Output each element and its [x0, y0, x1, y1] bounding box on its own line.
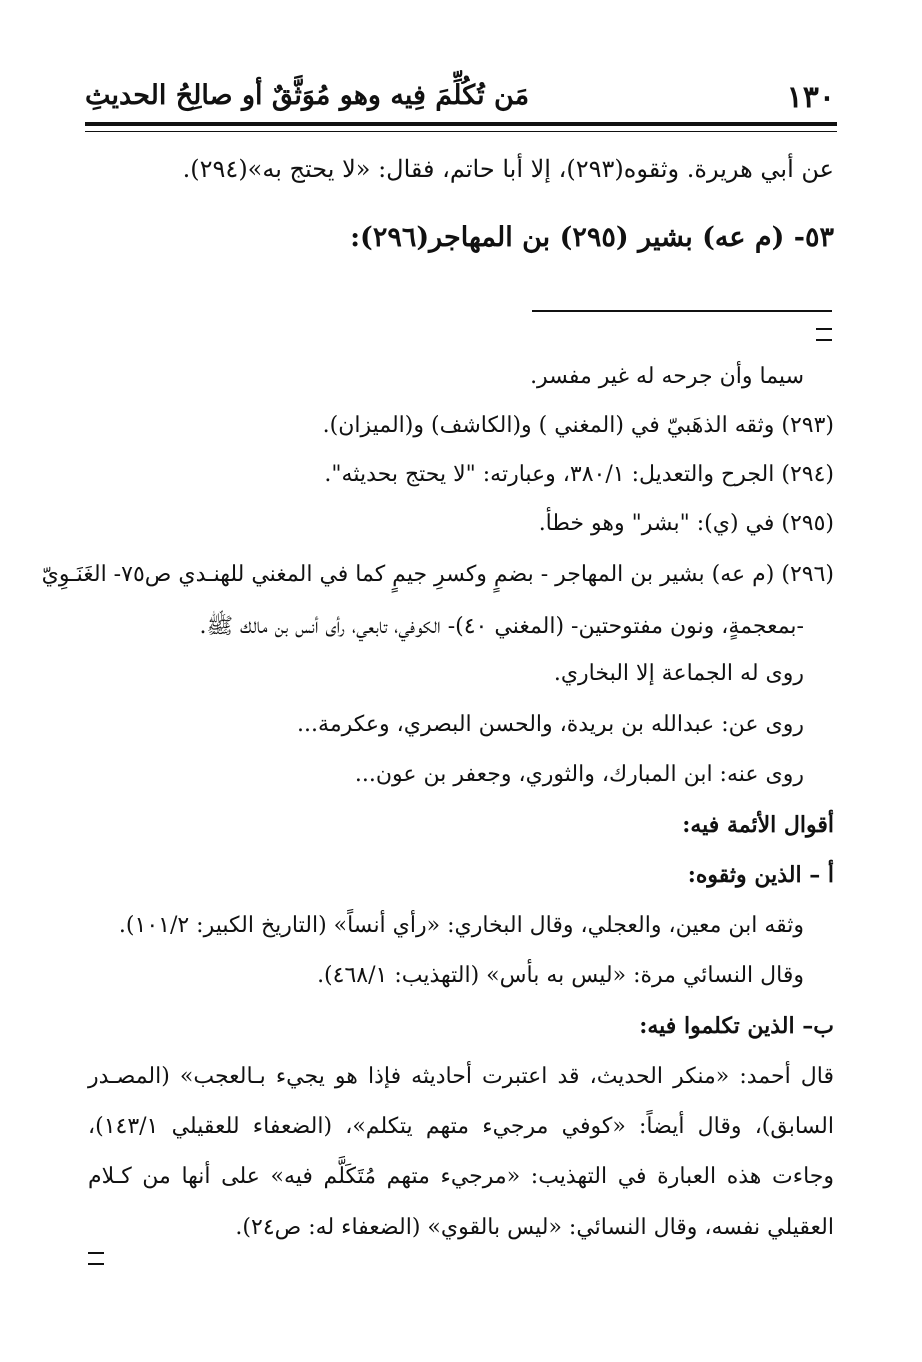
section-a-line-2: وقال النسائي مرة: «ليس به بأس» (التهذيب: ٤٦٨/١). — [317, 963, 804, 988]
footnote-rawa-anhu: روى عنه: ابن المبارك، والثوري، وجعفر بن عون... — [354, 762, 804, 787]
aqwal-heading: أقوال الأئمة فيه: — [682, 812, 834, 838]
footnote-294: (٢٩٤) الجرح والتعديل: ٣٨٠/١، وعبارته: "لا يحتج بحديثه". — [324, 462, 834, 487]
running-title: مَن تُكُلِّمَ فِيه وهو مُوَثَّقٌ أو صالِحُ الحديثِ — [85, 80, 530, 111]
header-rule-thick — [85, 122, 837, 126]
footnote-rawa-an: روى عن: عبدالله بن بريدة، والحسن البصري، وعكرمة... — [297, 712, 804, 737]
section-b-line-2: السابق)، وقال أيضاً: «كوفي مرجيء متهم يتكلم»، (الضعفاء للعقيلي ١٤٣/١)، — [88, 1114, 834, 1139]
section-a-line-1: وثقه ابن معين، والعجلي، وقال البخاري: «رأي أنساً» (التاريخ الكبير: ١٠١/٢). — [118, 913, 804, 938]
footnote-riwaya: روى له الجماعة إلا البخاري. — [553, 661, 804, 686]
footnote-separator — [532, 310, 832, 312]
footnote-continuation: سيما وأن جرحه له غير مفسر. — [530, 364, 804, 389]
page-header — [85, 70, 835, 120]
body-line-1: عن أبي هريرة. وثقوه(٢٩٣)، إلا أبا حاتم، فقال: «لا يحتج به»(٢٩٤). — [182, 155, 834, 183]
section-b-line-1: قال أحمد: «منكر الحديث، قد اعتبرت أحاديثه فإذا هو يجيء بـالعجب» (المصـدر — [88, 1064, 834, 1089]
header-rule-thin — [85, 131, 837, 132]
page-number: ١٣٠ — [786, 80, 835, 115]
continuation-mark — [816, 328, 832, 341]
continuation-mark-bottom — [88, 1252, 104, 1265]
footnote-296-line-1: (٢٩٦) (م عه) بشير بن المهاجر - بضمٍ وكسرِ جيمٍ كما في المغني للهنـدي ص٧٥- الغَنَـوِيّ — [41, 562, 834, 587]
section-b-line-4: العقيلي نفسه، وقال النسائي: «ليس بالقوي» (الضعفاء له: ص٢٤). — [235, 1215, 834, 1240]
footnote-296-line-2: -بمعجمةٍ، ونون مفتوحتين- (المغني ٤٠)- الكوفي، تابعي، رأى أنس بن مالك ﷺ. — [199, 614, 804, 639]
entry-heading: ٥٣- (م عه) بشير (٢٩٥) بن المهاجر(٢٩٦): — [350, 222, 834, 253]
section-b-heading: ب– الذين تكلموا فيه: — [639, 1013, 834, 1039]
footnote-295: (٢٩٥) في (ي): "بشر" وهو خطأ. — [538, 511, 834, 536]
section-a-heading: أ – الذين وثقوه: — [687, 862, 834, 888]
section-b-line-3: وجاءت هذه العبارة في التهذيب: «مرجيء متهم مُتَكَلَّم فيه» على أنها من كـلام — [88, 1164, 834, 1189]
footnote-293: (٢٩٣) وثقه الذهَبيّ في (المغني ) و(الكاشف) و(الميزان). — [322, 413, 834, 438]
